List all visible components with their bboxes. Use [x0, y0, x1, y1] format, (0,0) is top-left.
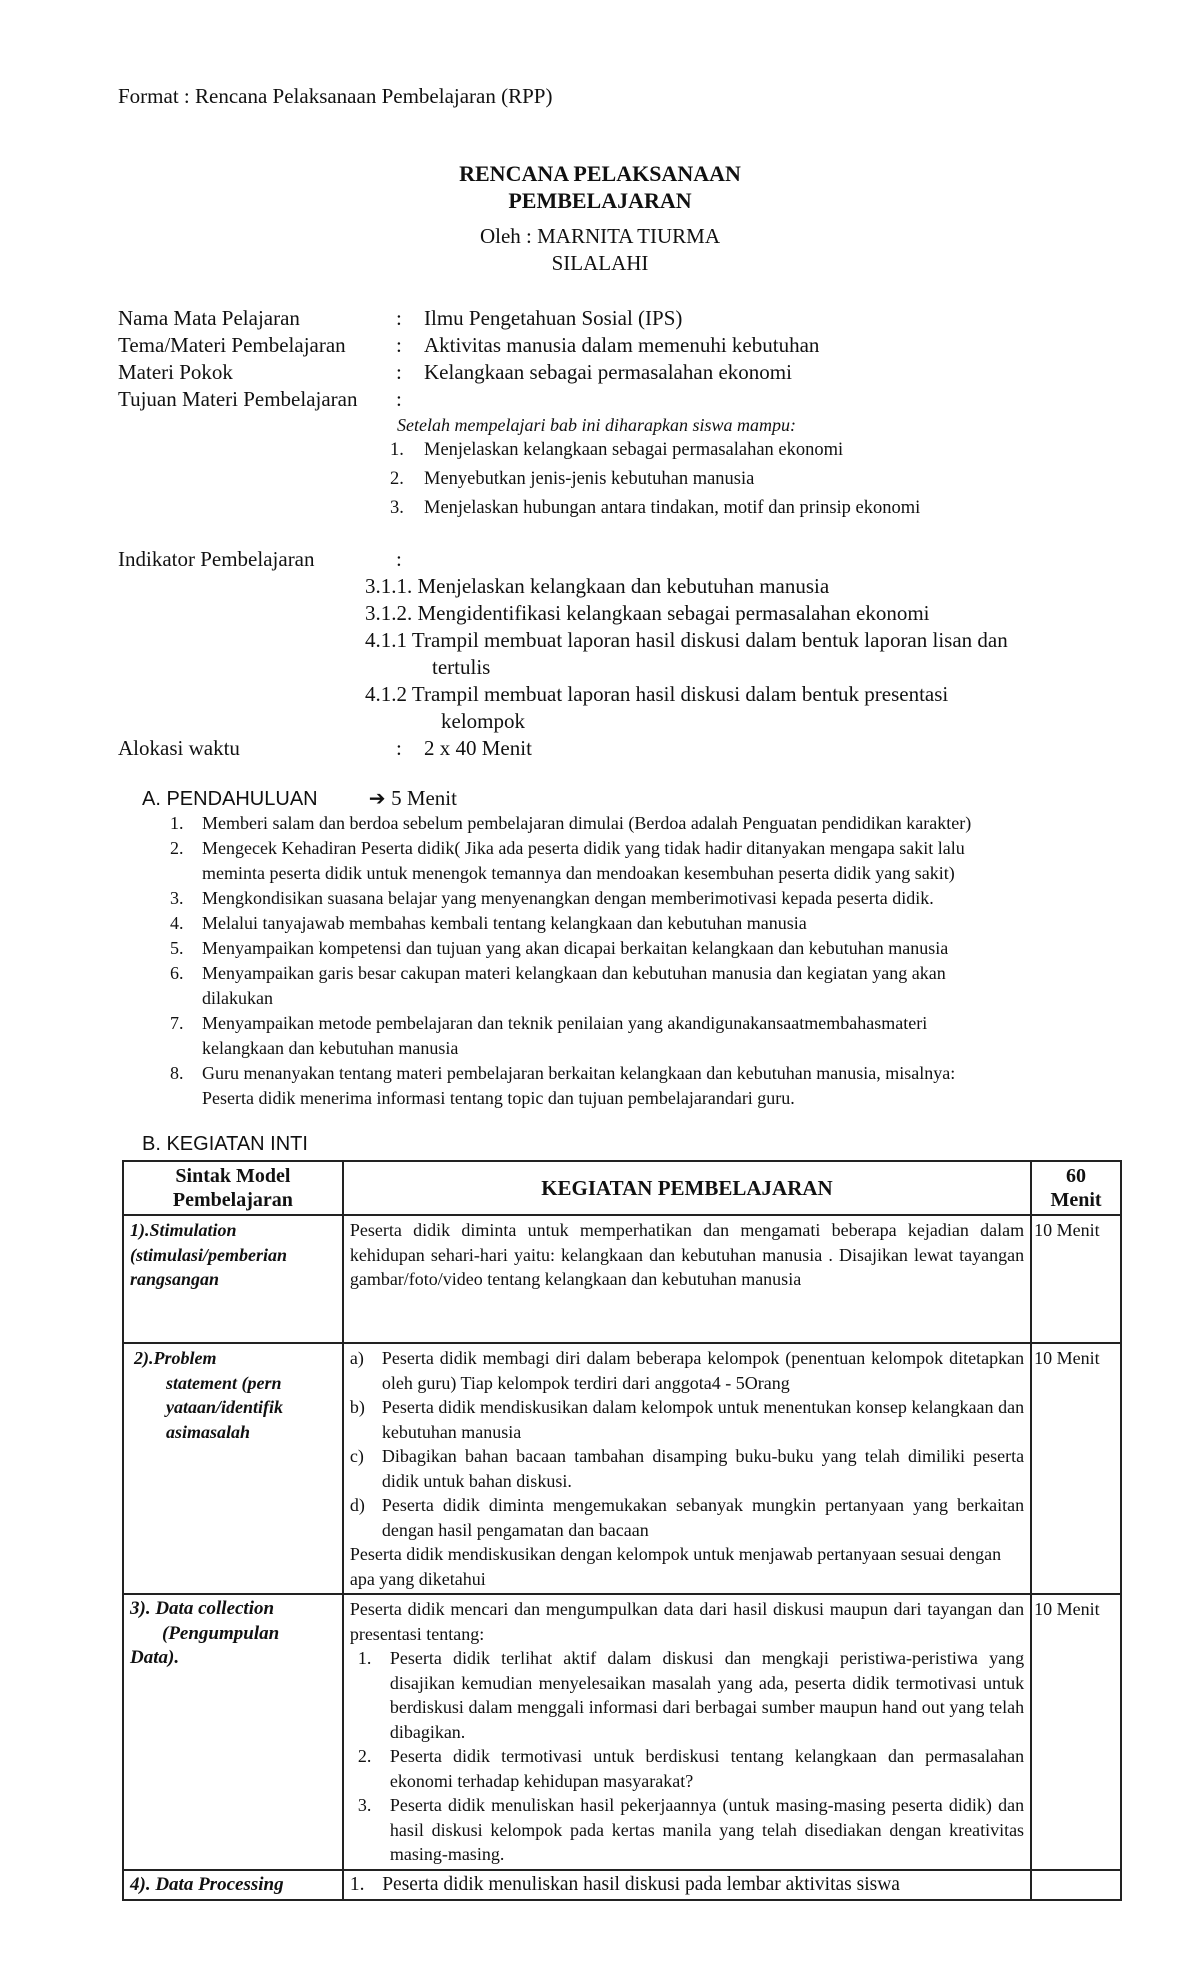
list-text: Dibagikan bahan bacaan tambahan disamping buku-buku yang telah dimiliki peserta didik untuk bahan diskusi.: [381, 1446, 1025, 1491]
table-row: [123, 1870, 1121, 1901]
list-letter: b): [349, 1397, 365, 1417]
list-num: 1.: [170, 813, 184, 833]
tujuan-num: 2.: [390, 469, 404, 489]
tujuan-text: Menyebutkan jenis-jenis kebutuhan manusia: [424, 469, 755, 489]
arrow-right-icon: ➔: [368, 788, 386, 810]
sintak-text: statement (pern: [166, 1372, 282, 1393]
doc-title-line1: RENCANA PELAKSANAAN: [459, 161, 741, 186]
info-colon: :: [396, 306, 402, 330]
section-a-heading: [142, 786, 457, 811]
sintak-cell: [123, 1594, 343, 1870]
info-value: Ilmu Pengetahuan Sosial (IPS): [424, 306, 683, 330]
table-row: [123, 1215, 1121, 1343]
time-cell: [1031, 1870, 1121, 1901]
list-text: Mengecek Kehadiran Peserta didik( Jika ada peserta didik yang tidak hadir ditanyakan mengapa sakit lalu: [202, 838, 965, 858]
indikator-label: Indikator Pembelajaran: [118, 547, 315, 571]
sintak-text: 2).Problem: [134, 1348, 217, 1368]
time-cell: 10 Menit: [1031, 1343, 1121, 1594]
list-text: Peserta didik menerima informasi tentang topic dan tujuan pembelajarandari guru.: [202, 1088, 795, 1108]
doc-title-line2: PEMBELAJARAN: [508, 188, 692, 213]
list-num: 6.: [170, 963, 184, 983]
kegiatan-cell: Peserta didik diminta untuk memperhatikan dan mengamati beberapa kejadian dalam kehidupan sehari-hari yaitu: kelangkaan dan kebutuhan manusia . Disajikan lewat tayangan gambar/foto/video tentang kelangkaan dan kebutuhan manusia: [343, 1215, 1031, 1343]
info-label: Tujuan Materi Pembelajaran: [118, 387, 358, 411]
list-num: 1.: [349, 1873, 365, 1895]
tujuan-item: [390, 440, 843, 461]
list-text: dilakukan: [202, 988, 273, 1008]
header-text: Menit: [1050, 1189, 1102, 1211]
tujuan-item: [390, 498, 920, 519]
indikator-item: 4.1.2 Trampil membuat laporan hasil diskusi dalam bentuk presentasi: [365, 682, 949, 706]
list-text: Peserta didik diminta mengemukakan sebanyak mungkin pertanyaan yang berkaitan dengan hasil pengamatan dan bacaan: [381, 1495, 1025, 1540]
info-label: Materi Pokok: [118, 360, 233, 384]
list-text: Melalui tanyajawab membahas kembali tentang kelangkaan dan kebutuhan manusia: [202, 913, 807, 933]
list-item: [350, 1444, 1024, 1493]
alokasi-label: Alokasi waktu: [118, 736, 240, 760]
list-num: 3.: [170, 888, 184, 908]
tujuan-num: 1.: [390, 440, 404, 460]
indikator-item: 3.1.1. Menjelaskan kelangkaan dan kebutuhan manusia: [365, 574, 830, 598]
kegiatan-closing: Peserta didik mendiskusikan dengan kelompok untuk menjawab pertanyaan sesuai dengan apa yang diketahui: [349, 1544, 1002, 1589]
sintak-text: (stimulasi/pemberian: [130, 1244, 288, 1265]
tujuan-num: 3.: [390, 498, 404, 518]
info-value: Kelangkaan sebagai permasalahan ekonomi: [424, 360, 792, 384]
indikator-item-cont: kelompok: [441, 709, 525, 733]
indikator-item: 3.1.2. Mengidentifikasi kelangkaan sebagai permasalahan ekonomi: [365, 601, 930, 625]
section-b-title: B. KEGIATAN INTI: [142, 1133, 308, 1155]
sintak-cell: [123, 1343, 343, 1594]
header-time: [1031, 1161, 1121, 1215]
info-value: Aktivitas manusia dalam memenuhi kebutuhan: [424, 333, 820, 357]
header-kegiatan: KEGIATAN PEMBELAJARAN: [343, 1161, 1031, 1215]
list-num: 5.: [170, 938, 184, 958]
list-item: [350, 1493, 1024, 1542]
list-text: Guru menanyakan tentang materi pembelajaran berkaitan kelangkaan dan kebutuhan manusia, misalnya:: [202, 1063, 956, 1083]
list-num: 3.: [357, 1795, 372, 1815]
list-item: [358, 1793, 1024, 1867]
list-letter: a): [349, 1348, 364, 1368]
indikator-item-cont: tertulis: [432, 655, 491, 679]
list-item: [350, 1395, 1024, 1444]
info-label: Nama Mata Pelajaran: [118, 306, 300, 330]
sintak-text: (Pengumpulan: [162, 1622, 280, 1644]
list-item: [358, 1646, 1024, 1744]
list-num: 4.: [170, 913, 184, 933]
sintak-cell: 4). Data Processing: [123, 1870, 343, 1901]
sintak-text: Data).: [130, 1647, 180, 1668]
list-text: Menyampaikan kompetensi dan tujuan yang akan dicapai berkaitan kelangkaan dan kebutuhan manusia: [202, 938, 949, 958]
header-text: Pembelajaran: [172, 1189, 293, 1211]
info-colon: :: [396, 387, 402, 411]
list-letter: c): [349, 1446, 364, 1466]
section-a-time: 5 Menit: [391, 786, 457, 810]
kegiatan-cell: [343, 1594, 1031, 1870]
list-text: Peserta didik menuliskan hasil pekerjaannya (untuk masing-masing peserta didik) dan hasil diskusi kelompok pada kertas manila yang telah disediakan dengan kreativitas masing-masing.: [389, 1795, 1025, 1864]
author-line1: Oleh : MARNITA TIURMA: [479, 224, 720, 248]
header-sintak: [123, 1161, 343, 1215]
pendahuluan-list: [170, 811, 1170, 1111]
sintak-text: 1).Stimulation: [130, 1220, 237, 1240]
sintak-text: rangsangan: [130, 1269, 220, 1289]
tujuan-item: [390, 469, 754, 490]
alokasi-colon: :: [396, 736, 402, 760]
list-num: 7.: [170, 1013, 184, 1033]
tujuan-text: Menjelaskan hubungan antara tindakan, motif dan prinsip ekonomi: [424, 498, 921, 518]
time-cell: 10 Menit: [1031, 1215, 1121, 1343]
list-item: [358, 1744, 1024, 1793]
list-text: Peserta didik terlihat aktif dalam diskusi dan mengkaji peristiwa-peristiwa yang disajikan kemudian menyelesaikan masalah yang ada, peserta didik termotivasi untuk berdiskusi dalam menggali informasi dari berbagai sumber maupun hand out yang telah dibagikan.: [389, 1648, 1025, 1742]
kegiatan-cell: [343, 1870, 1031, 1901]
sintak-text: asimasalah: [166, 1421, 251, 1442]
author-line2: SILALAHI: [551, 251, 649, 275]
indikator-item: 4.1.1 Trampil membuat laporan hasil diskusi dalam bentuk laporan lisan dan: [365, 628, 1008, 652]
kegiatan-intro: Peserta didik mencari dan mengumpulkan data dari hasil diskusi maupun dari tayangan dan presentasi tentang:: [349, 1599, 1025, 1644]
info-colon: :: [396, 333, 402, 357]
list-letter: d): [349, 1495, 365, 1515]
tujuan-text: Menjelaskan kelangkaan sebagai permasalahan ekonomi: [424, 440, 844, 460]
header-text: 60: [1066, 1165, 1087, 1187]
list-text: meminta peserta didik untuk menengok temannya dan mendoakan kesembuhan peserta didik yang sakit): [202, 863, 955, 883]
list-text: Menyampaikan metode pembelajaran dan teknik penilaian yang akandigunakansaatmembahasmateri: [202, 1013, 928, 1033]
info-colon: :: [396, 360, 402, 384]
time-cell: 10 Menit: [1031, 1594, 1121, 1870]
sintak-text: 3). Data collection: [130, 1598, 275, 1619]
table-header-row: [123, 1161, 1121, 1215]
list-num: 1.: [357, 1648, 372, 1668]
tujuan-intro: Setelah mempelajari bab ini diharapkan siswa mampu:: [397, 415, 796, 435]
section-a-title: A. PENDAHULUAN: [142, 788, 318, 810]
list-num: 2.: [357, 1746, 372, 1766]
list-text: Memberi salam dan berdoa sebelum pembelajaran dimulai (Berdoa adalah Penguatan pendidikan karakter): [202, 813, 972, 833]
list-text: Menyampaikan garis besar cakupan materi kelangkaan dan kebutuhan manusia dan kegiatan yang akan: [202, 963, 946, 983]
list-text: Peserta didik termotivasi untuk berdiskusi tentang kelangkaan dan permasalahan ekonomi terhadap kehidupan masyarakat?: [389, 1746, 1025, 1791]
sintak-cell: [123, 1215, 343, 1343]
kegiatan-cell: [343, 1343, 1031, 1594]
list-num: 8.: [170, 1063, 184, 1083]
table-row: [123, 1594, 1121, 1870]
sintak-text: yataan/identifik: [166, 1397, 283, 1417]
list-text: Mengkondisikan suasana belajar yang menyenangkan dengan memberimotivasi kepada peserta didik.: [202, 888, 934, 908]
list-text: Peserta didik menuliskan hasil diskusi pada lembar aktivitas siswa: [382, 1873, 900, 1895]
alokasi-value: 2 x 40 Menit: [424, 736, 532, 760]
kegiatan-inti-table: [122, 1160, 1122, 1901]
list-text: Peserta didik membagi diri dalam beberapa kelompok (penentuan kelompok ditetapkan oleh guru) Tiap kelompok terdiri dari anggota4 - 5Orang: [381, 1348, 1025, 1393]
info-label: Tema/Materi Pembelajaran: [118, 333, 346, 357]
format-line: Format : Rencana Pelaksanaan Pembelajaran (RPP): [118, 84, 553, 108]
list-num: 2.: [170, 838, 184, 858]
indikator-colon: :: [396, 547, 402, 571]
list-text: kelangkaan dan kebutuhan manusia: [202, 1038, 459, 1058]
header-text: Sintak Model: [175, 1165, 291, 1187]
list-text: Peserta didik mendiskusikan dalam kelompok untuk menentukan konsep kelangkaan dan kebutuhan manusia: [381, 1397, 1025, 1442]
list-item: [350, 1346, 1024, 1395]
table-row: [123, 1343, 1121, 1594]
